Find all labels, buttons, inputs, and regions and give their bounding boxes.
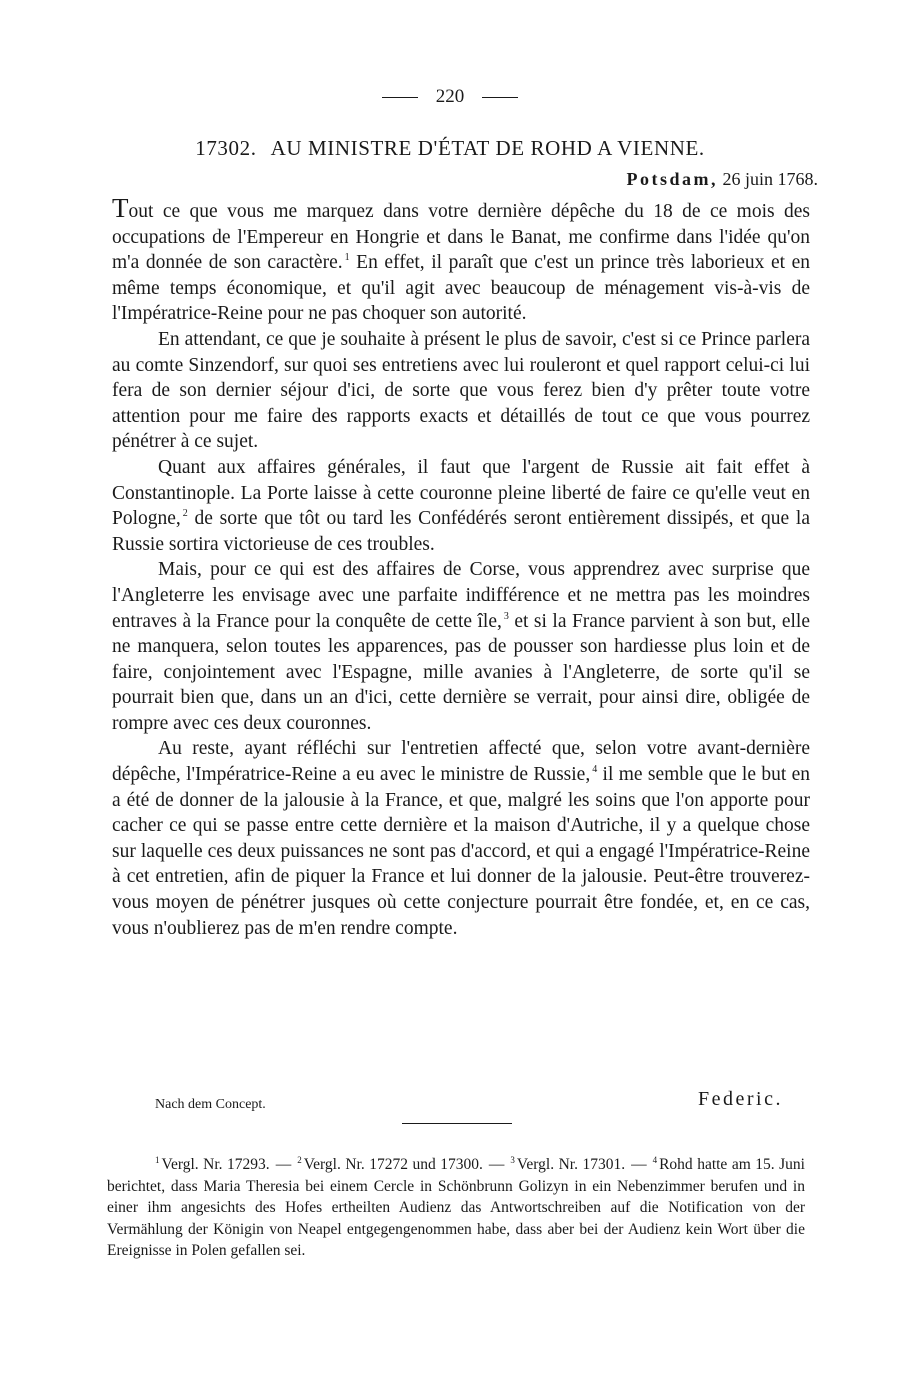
footnote-ref-3: 3 [503, 610, 509, 622]
footnote-mark-4: 4 [652, 1155, 658, 1165]
paragraph-4 [112, 557, 810, 736]
footnote-4: Rohd hatte am 15. Juni berichtet, dass Maria Theresia bei einem Cercle in Schönbrunn Golizyn in ein Nebenzimmer berufen und in einer ihm angesichts des Hofes ertheilten Audienz das Antwortschreiben auf die Notification von der Vermählung der Königin von Neapel entgegengenommen habe, dass aber bei der Audienz kein Wort über die Ereignisse in Polen gefallen sei. [107, 1156, 805, 1259]
paragraph-4-text-b: et si la France parvient à son but, elle ne manquera, selon toutes les apparences, pas de pousser son hardiesse plus loin et de faire, conjointement avec l'Espagne, mille avanies à l'Angleterre, de sorte qu'il se pourrait bien que, dans un an d'ici, cette dernière se verrait, pour ainsi dire, obligée de rompre avec ces deux couronnes. [112, 610, 810, 734]
paragraph-3 [112, 455, 810, 557]
paragraph-5-text-b: il me semble que le but en a été de donner de la jalousie à la France, et que, malgré les soins que l'on apporte pour cacher ce qui se passe entre cette dernière et la maison d'Autriche, il y a quelque chose sur laquelle ces deux puissances ne sont pas d'accord, et qui a engagé l'Impératrice-Reine à cet entretien, afin de piquer la France et lui donner de la jalousie. Peut-être trouverez-vous moyen de pénétrer jusques où cette conjecture pourrait être fondée, et, en ce cas, vous n'oublierez pas de m'en rendre compte. [112, 764, 810, 939]
letter-heading [0, 136, 900, 161]
footnote-dash-3: — [631, 1156, 647, 1173]
footnote-ref-1: 1 [344, 252, 350, 264]
footnote-1: Vergl. Nr. 17293. [161, 1156, 270, 1173]
footnote-ref-2: 2 [182, 508, 188, 520]
closing-row [155, 1088, 783, 1118]
footnote-3: Vergl. Nr. 17301. [516, 1156, 626, 1173]
footnote-block [107, 1154, 805, 1262]
paragraph-1-text-b: En effet, il paraît que c'est un prince très laborieux et en même temps économique, et qu'il agit avec beaucoup de ménagement vis-à-vis de l'Impératrice-Reine pour ne pas choquer son autorité. [112, 252, 810, 325]
paragraph-5-text-a: Au reste, ayant réfléchi sur l'entretien affecté que, selon votre avant-dernière dépêche, l'Impératrice-Reine a eu avec le ministre de Russie, [112, 738, 810, 786]
footnote-mark-1: 1 [155, 1155, 160, 1165]
initial-letter: T [112, 193, 129, 223]
footnote-mark-2: 2 [297, 1155, 302, 1165]
page-number [0, 86, 900, 108]
paragraph-1-text-a: out ce que vous me marquez dans votre dernière dépêche du 18 de ce mois des occupations de l'Empereur en Hongrie et dans le Banat, me confirme dans l'idée qu'on m'a donnée de son caractère. [112, 201, 810, 274]
footnote-2: Vergl. Nr. 17272 und 17300. [303, 1156, 483, 1173]
footnote-mark-3: 3 [510, 1155, 515, 1165]
page-number-text: 220 [435, 86, 465, 107]
folio-dash-left [382, 97, 418, 98]
paragraph-2: En attendant, ce que je souhaite à présent le plus de savoir, c'est si ce Prince parlera au comte Sinzendorf, sur quoi ses entretiens avec lui rouleront et quel rapport celui-ci lui fera de son dernier séjour d'ici, de sorte que vous ferez bien d'y prêter toute votre attention pour me faire des rapports exacts et détaillés de tout ce que vous pourrez pénétrer à ce sujet. [112, 328, 810, 453]
paragraph-3-text-b: de sorte que tôt ou tard les Confédérés seront entièrement dissipés, et que la Russie sortira victorieuse de ces troubles. [112, 508, 810, 555]
footnotes [107, 1154, 805, 1262]
letter-number: 17302. [195, 136, 257, 160]
letter-body [112, 193, 810, 941]
paragraph-1 [112, 193, 810, 327]
footnote-divider [402, 1123, 512, 1124]
dateline [626, 169, 818, 190]
letter-title: AU MINISTRE D'ÉTAT DE ROHD A VIENNE. [270, 136, 705, 160]
source-note: Nach dem Concept. [155, 1097, 266, 1112]
footnote-ref-4: 4 [592, 764, 598, 776]
paragraph-5 [112, 736, 810, 941]
paragraph-4-text-a: Mais, pour ce qui est des affaires de Corse, vous apprendrez avec surprise que l'Angleterre les envisage avec une parfaite indifférence et ne mettra pas les moindres entraves à la France pour la conquête de cette île, [112, 559, 810, 632]
dateline-place: Potsdam, [626, 169, 718, 189]
paragraph-3-text-a: Quant aux affaires générales, il faut que l'argent de Russie ait fait effet à Constantinople. La Porte laisse à cette couronne pleine liberté de faire ce qu'elle veut en Pologne, [112, 456, 810, 530]
folio-dash-right [482, 97, 518, 98]
dateline-date: 26 juin 1768. [722, 169, 818, 189]
footnote-dash-1: — [275, 1156, 292, 1173]
signature: Federic. [698, 1088, 783, 1110]
footnote-dash-2: — [488, 1156, 505, 1173]
